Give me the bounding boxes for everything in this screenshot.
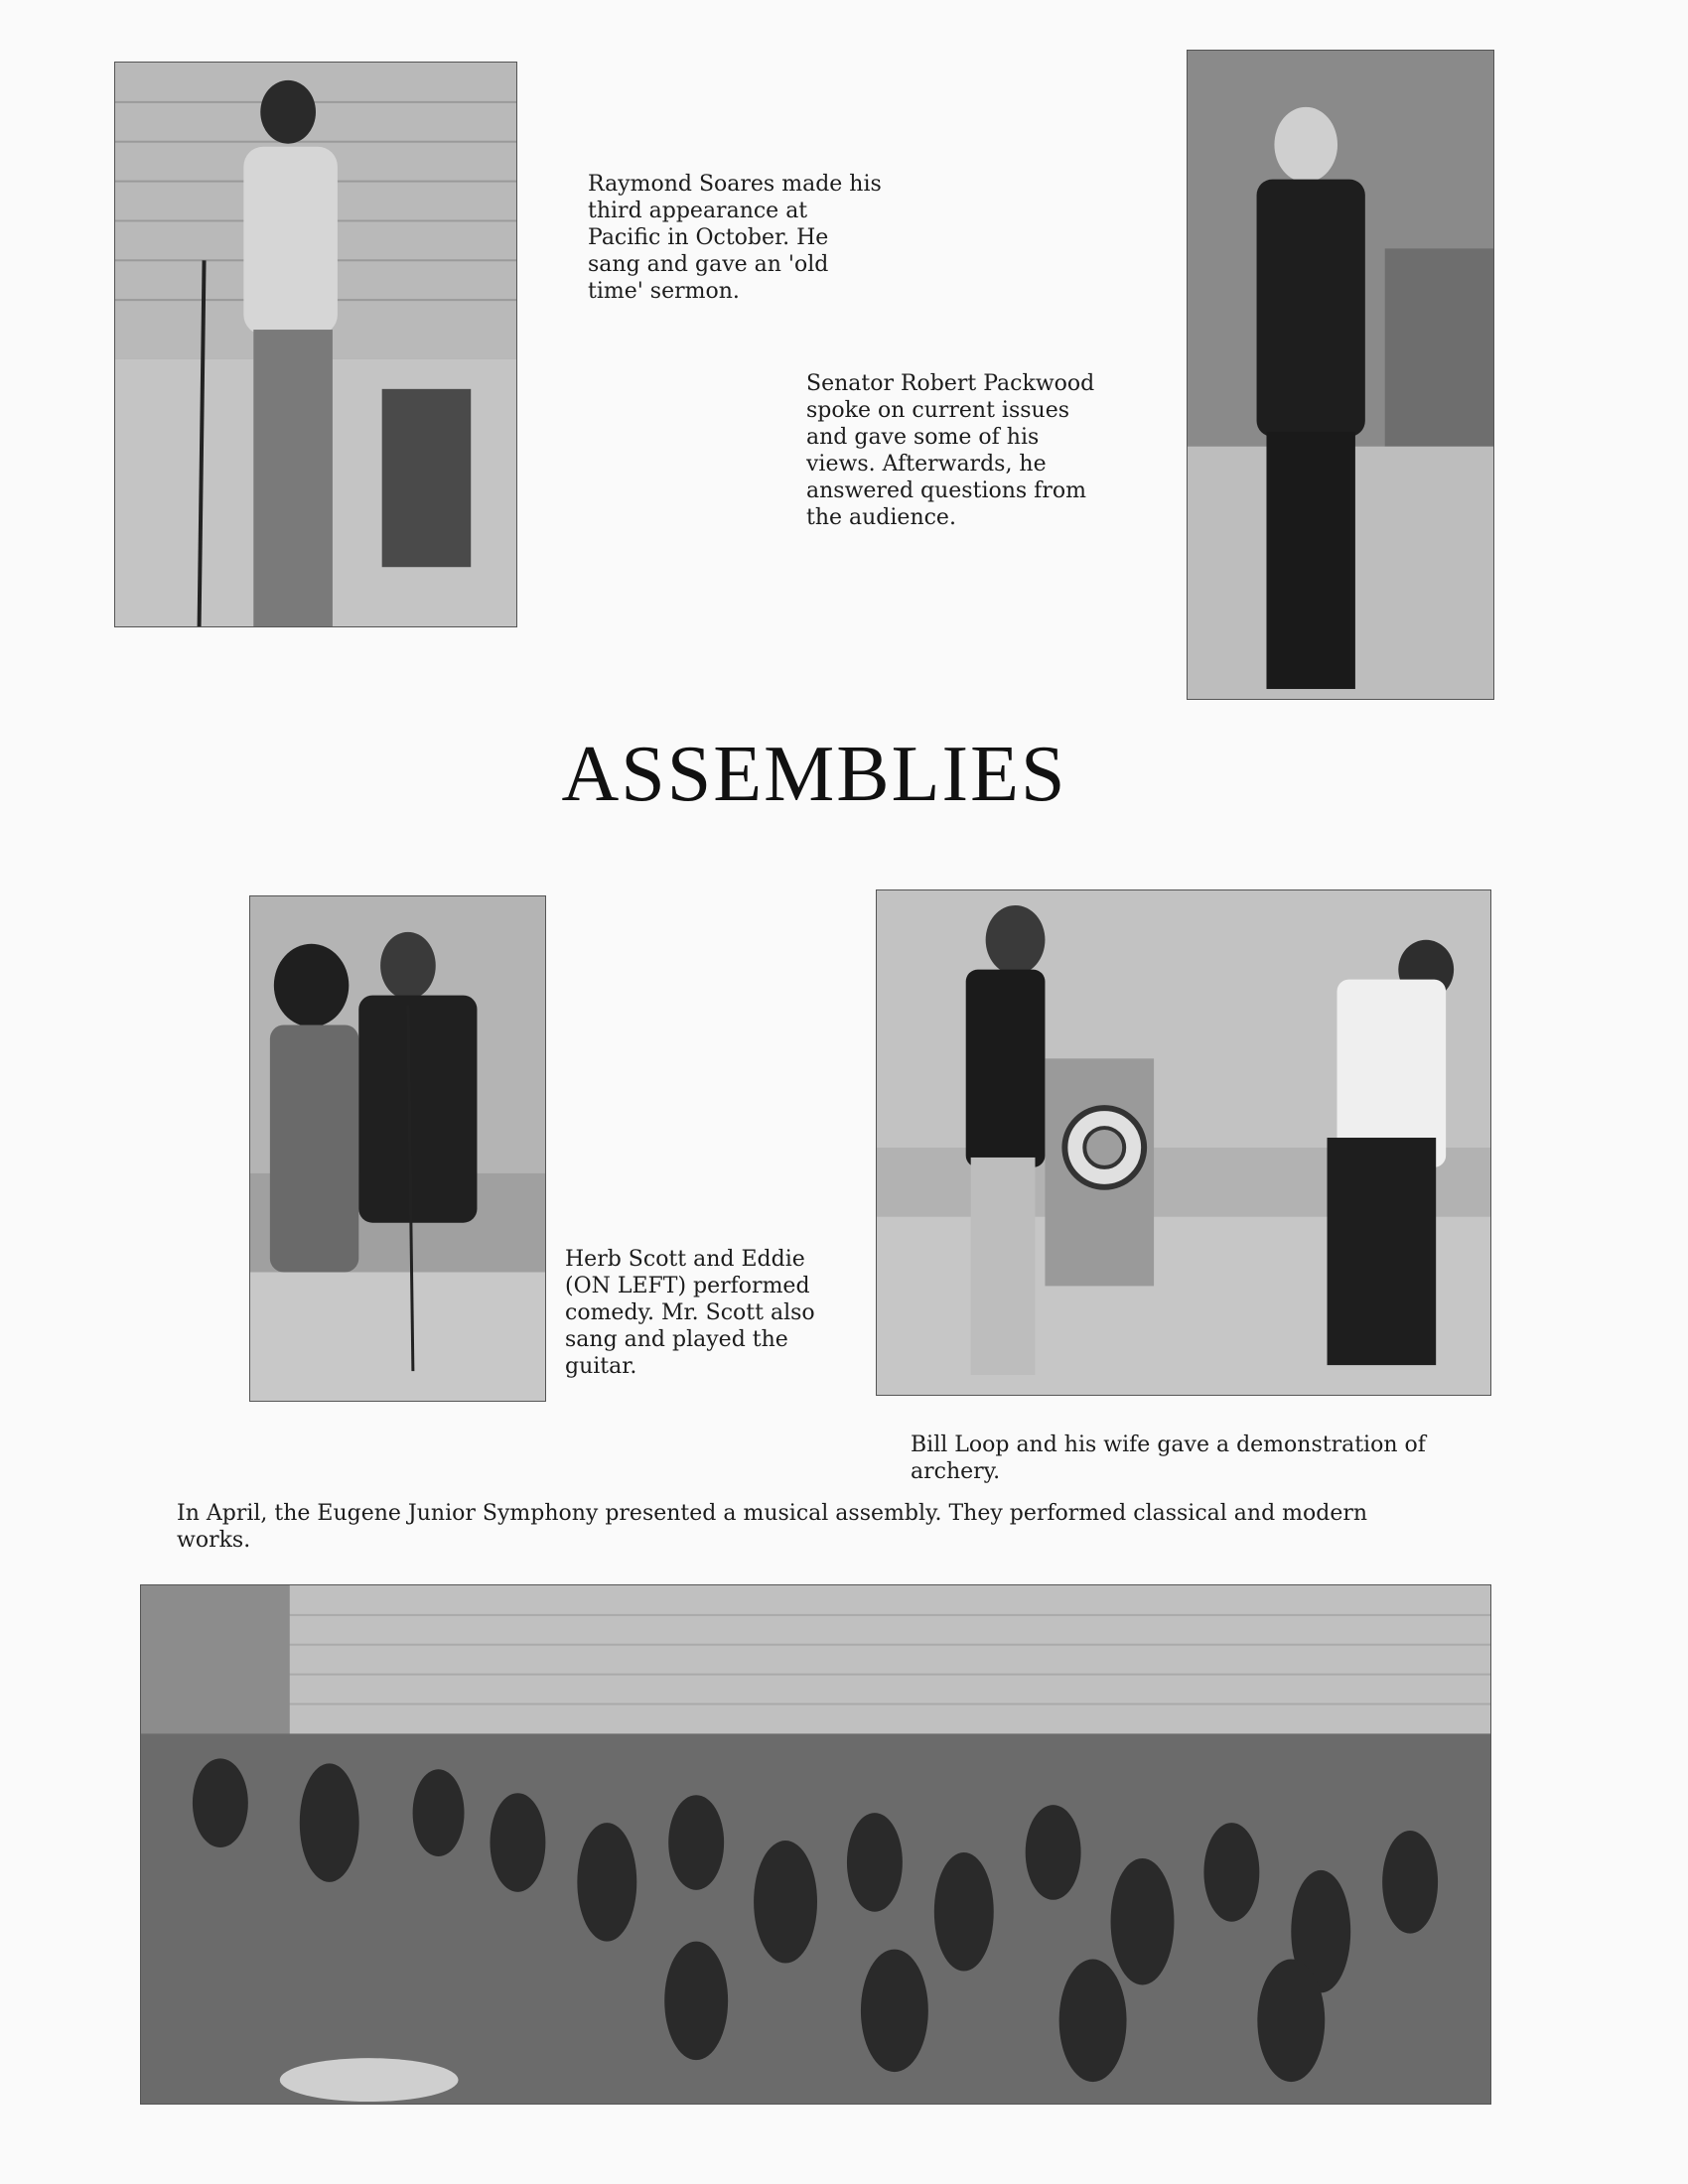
- photo-bill-loop-archery: [876, 889, 1491, 1396]
- packwood-photo-art: [1188, 51, 1493, 699]
- photo-senator-packwood: [1187, 50, 1494, 700]
- caption-senator-packwood: Senator Robert Packwood spoke on current issues and gave some of his views. Afterwards, he answered questions from the audience.: [806, 371, 1095, 530]
- caption-bill-loop: Bill Loop and his wife gave a demonstration of archery.: [911, 1433, 1426, 1484]
- caption-eugene-junior-symphony: In April, the Eugene Junior Symphony presented a musical assembly. They performed classical and modern works.: [177, 1501, 1368, 1553]
- photo-raymond-soares: [114, 62, 517, 627]
- caption-herb-scott: Herb Scott and Eddie (ON LEFT) performed comedy. Mr. Scott also sang and played the guitar.: [565, 1247, 815, 1379]
- soares-photo-art: [115, 63, 516, 626]
- caption-raymond-soares: Raymond Soares made his third appearance at Pacific in October. He sang and gave an 'old time' sermon.: [588, 172, 882, 304]
- page-title: ASSEMBLIES: [561, 731, 1067, 818]
- photo-eugene-junior-symphony: [140, 1584, 1491, 2105]
- loop-photo-art: [877, 890, 1490, 1395]
- photo-herb-scott-eddie: [249, 895, 546, 1402]
- symphony-photo-art: [141, 1585, 1490, 2104]
- scott-photo-art: [250, 896, 545, 1401]
